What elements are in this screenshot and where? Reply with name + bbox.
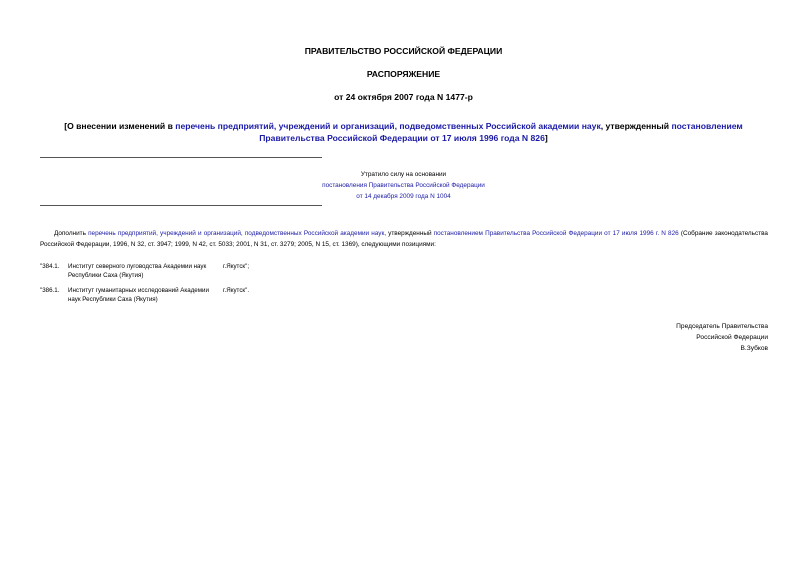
title-text-1: [О внесении изменений в xyxy=(64,121,176,131)
position-number: "384.1. xyxy=(40,263,60,270)
table-row xyxy=(40,286,283,304)
repeal-note-line1: Утратило силу на основании xyxy=(360,171,447,178)
document-type: РАСПОРЯЖЕНИЕ xyxy=(366,69,441,79)
title-text-2: , утвержденный xyxy=(600,121,672,131)
body-paragraph xyxy=(40,228,768,250)
divider-top xyxy=(40,157,322,158)
body-link-decree[interactable]: постановлением Правительства Российской Федерации от 17 июля 1996 г. N 826 xyxy=(433,230,679,237)
title-link-decree[interactable]: постановлением Правительства Российской Федерации от 17 июля 1996 года N 826 xyxy=(259,121,743,143)
document-title xyxy=(40,120,767,144)
title-link-list[interactable]: перечень предприятий, учреждений и организаций, подведомственных Российской академии наук xyxy=(175,121,601,131)
signature-name: В.Зубков xyxy=(740,345,768,352)
table-row xyxy=(40,262,283,280)
title-text-3: ] xyxy=(544,133,548,143)
position-city: г.Якутск"; xyxy=(223,263,250,270)
document-date-number: от 24 октября 2007 года N 1477-р xyxy=(334,92,473,102)
body-link-list[interactable]: перечень предприятий, учреждений и организаций, подведомственных Российской академии наук xyxy=(88,230,385,237)
position-city: г.Якутск". xyxy=(223,287,250,294)
signature-line1: Председатель Правительства xyxy=(676,323,768,330)
signature-block xyxy=(676,321,768,354)
divider-bottom xyxy=(40,205,322,206)
position-name: Институт гуманитарных исследований Академии наук Республики Саха (Якутия) xyxy=(68,287,209,303)
body-text-3: (Собрание законодательства Российской Федерации, 1996, N 32, ст. 3947; 1999, N 42, ст. 5033; 2001, N 31, ст. 3279; 2005, N 15, ст. 1369), следующими позициями: xyxy=(40,230,768,248)
body-text-2: , утвержденный xyxy=(384,230,434,237)
repeal-note-link-2[interactable]: от 14 декабря 2009 года N 1004 xyxy=(356,193,451,200)
signature-line2: Российской Федерации xyxy=(696,334,768,341)
body-text-1: Дополнить xyxy=(54,230,89,237)
government-heading: ПРАВИТЕЛЬСТВО РОССИЙСКОЙ ФЕДЕРАЦИИ xyxy=(304,46,503,56)
repeal-note-link-1[interactable]: постановления Правительства Российской Федерации xyxy=(322,182,485,189)
positions-table xyxy=(40,262,283,310)
repeal-note xyxy=(240,169,567,202)
position-name: Институт северного луговодства Академии наук Республики Саха (Якутия) xyxy=(68,263,207,279)
position-number: "386.1. xyxy=(40,287,60,294)
